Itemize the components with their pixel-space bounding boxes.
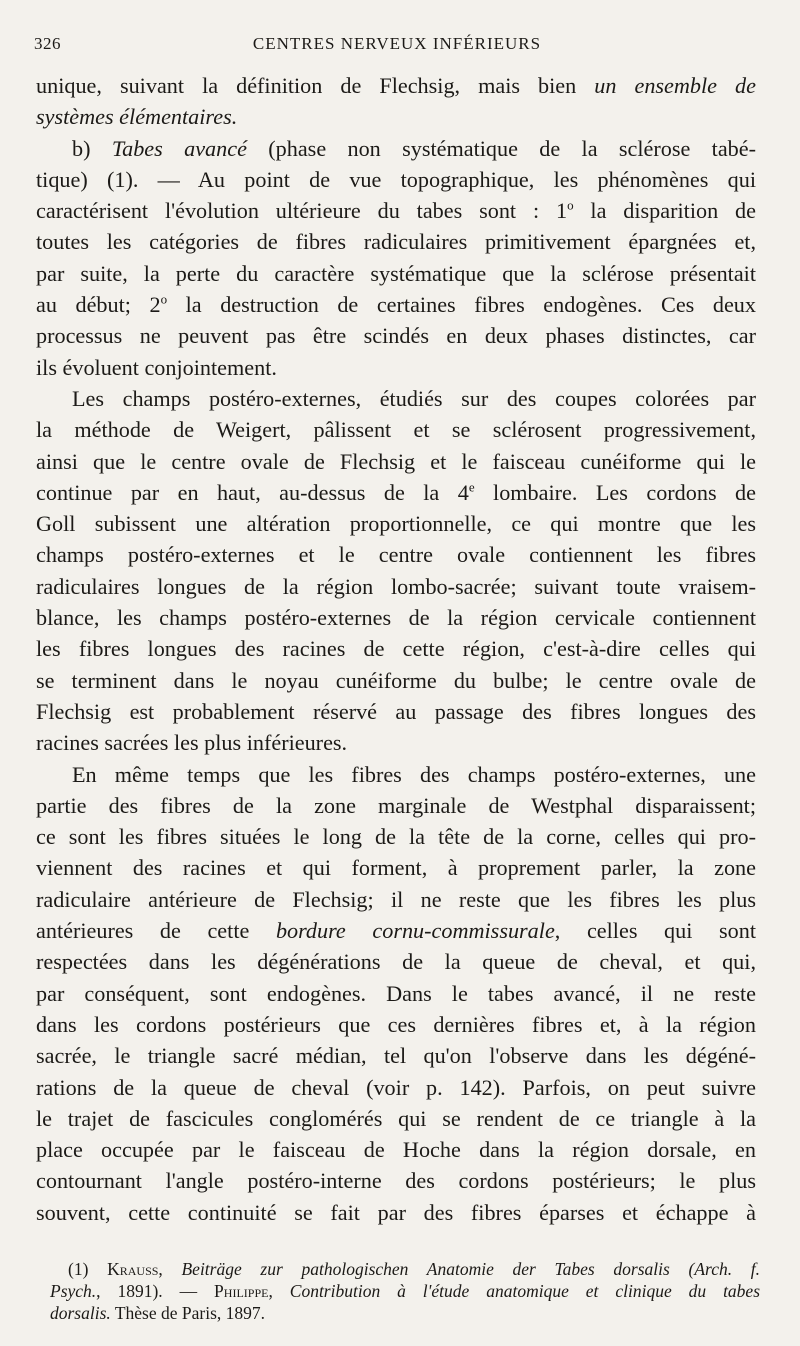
text-line [36,477,756,508]
text-line: respectées dans les dégénérations de la queue de cheval, et qui, [36,949,756,975]
text-line: radiculaires longues de la région lombo-sacrée; suivant toute vraisem- [36,573,756,599]
italic-run: Beiträge zur pathologischen Anatomie der Tabes dorsalis (Arch. f. [181,1259,761,1279]
text-run: unique, suivant la définition de Flechsig, mais bien [36,73,595,98]
text-run: lombaire. Les cordons de [474,479,756,505]
text-line: dans les cordons postérieurs que ces dernières fibres et, à la région [36,1011,756,1037]
text-line: ainsi que le centre ovale de Flechsig et le faisceau cunéiforme qui le [36,448,756,474]
footnote-line [50,1258,760,1280]
text-line [36,70,756,101]
text-line: place occupée par le faisceau de Hoche dans la région dorsale, en [36,1137,756,1163]
text-line [36,289,756,320]
text-line [36,195,756,226]
text-line: se terminent dans le noyau cunéiforme du bulbe; le centre ovale de [36,667,756,693]
text-line: contournant l'angle postéro-interne des cordons postérieurs; le plus [36,1168,756,1194]
italic-run: dorsalis. [50,1303,111,1323]
text-line: les fibres longues des racines de cette région, c'est-à-dire celles qui [36,636,756,662]
text-line: ce sont les fibres situées le long de la tête de la corne, celles qui pro- [36,824,756,850]
footnote [50,1258,760,1324]
text-run: continue par en haut, au-dessus de la 4 [36,479,469,505]
text-line: Goll subissent une altération proportionnelle, ce qui montre que les [36,511,756,537]
italic-run: Tabes avancé [111,135,247,161]
text-run: au début; 2 [36,292,161,318]
text-line: partie des fibres de la zone marginale de Westphal disparaissent; [36,792,756,818]
text-line [36,915,756,946]
text-line: racines sacrées les plus inférieures. [36,730,348,756]
author-name: Philippe [214,1281,269,1301]
text-line [36,133,756,164]
running-header [34,34,760,60]
text-line: souvent, cette continuité se fait par des fibres éparses et échappe à [36,1199,756,1225]
text-line: viennent des racines et qui forment, à proprement parler, la zone [36,855,756,881]
italic-run: un ensemble de [594,73,756,98]
text-line: radiculaire antérieure de Flechsig; il ne reste que les fibres les plus [36,886,756,912]
text-run: caractérisent l'évolution ultérieure du tabes sont : 1 [36,198,568,224]
text-line: par suite, la perte du caractère systématique que la sclérose présentait [36,260,756,286]
text-run: , [158,1259,182,1279]
text-run: la disparition de [573,198,756,224]
footnote-marker: (1) [68,1259,108,1279]
text-line: En même temps que les fibres des champs postéro-externes, une [72,761,756,787]
text-run: b) [72,135,112,161]
italic-run: systèmes élémentaires. [36,104,238,130]
text-line: champs postéro-externes et le centre ovale contiennent les fibres [36,542,756,568]
text-line: Les champs postéro-externes, étudiés sur des coupes colorées par [72,385,756,411]
main-text [36,70,756,1228]
text-run: (phase non systématique de la sclérose tabé- [246,135,756,161]
italic-run: Psych. [50,1281,97,1301]
text-line: tique) (1). — Au point de vue topographique, les phénomènes qui [36,166,756,192]
italic-run: Contribution à l'étude anatomique et clinique du tabes [289,1281,761,1301]
text-line: processus ne peuvent pas être scindés en deux phases distinctes, car [36,323,756,349]
author-name: Krauss [107,1259,159,1279]
text-line: toutes les catégories de fibres radiculaires primitivement épargnées et, [36,229,756,255]
text-line: sacrée, le triangle sacré médian, tel qu'on l'observe dans les dégéné- [36,1043,756,1069]
superscript: e [468,479,475,495]
text-run: , [268,1281,290,1301]
text-line: blance, les champs postéro-externes de la région cervicale contiennent [36,605,756,631]
footnote-line [50,1280,760,1302]
text-run: , 1891). — [96,1281,215,1301]
text-line: par conséquent, sont endogènes. Dans le tabes avancé, il ne reste [36,980,756,1006]
text-line [36,101,756,132]
text-run: Thèse de Paris, 1897. [110,1303,266,1323]
text-line: le trajet de fascicules conglomérés qui se rendent de ce triangle à la [36,1105,756,1131]
superscript: o [567,197,574,213]
text-run: la destruction de certaines fibres endogènes. Ces deux [167,292,756,318]
text-run: , celles qui sont [554,918,756,944]
footnote-line [50,1302,760,1324]
page-number: 326 [34,34,61,53]
italic-run: bordure cornu-commissurale [275,918,555,944]
superscript: o [160,291,168,307]
text-line: Flechsig est probablement réservé au passage des fibres longues des [36,698,756,724]
running-title: CENTRES NERVEUX INFÉRIEURS [252,34,542,53]
text-line: rations de la queue de cheval (voir p. 142). Parfois, on peut suivre [36,1074,756,1100]
text-line: la méthode de Weigert, pâlissent et se sclérosent progressivement, [36,417,756,443]
text-line: ils évoluent conjointement. [36,354,277,380]
text-run: antérieures de cette [36,918,276,944]
